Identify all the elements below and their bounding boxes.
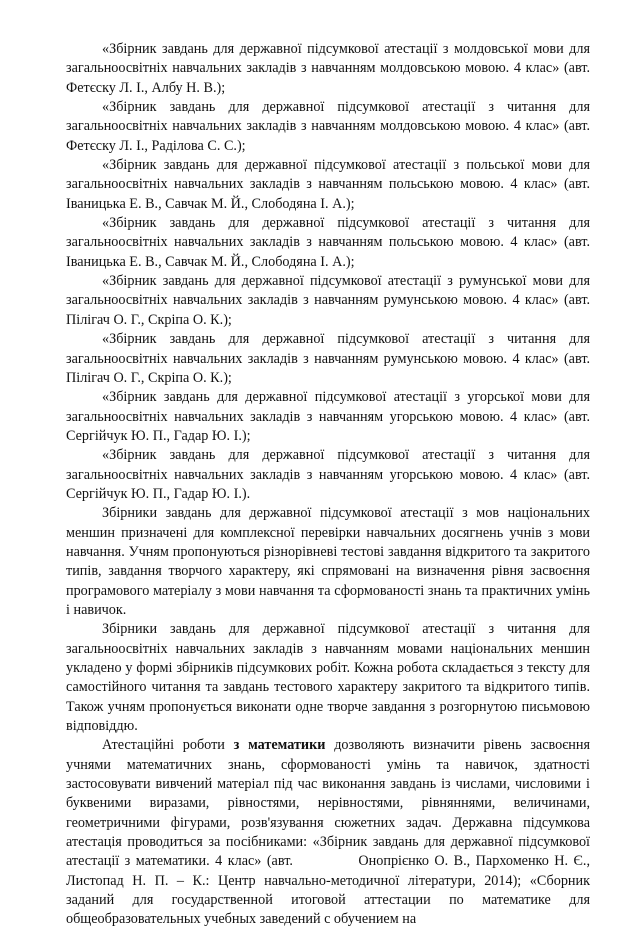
paragraph-mathematics [66,736,590,929]
paragraph-hungarian-reading: «Збірник завдань для державної підсумкової атестації з читання для загальноосвітніх навчальних закладів з навчанням угорською мовою. 4 клас» (авт. Сергійчук Ю. П., Гадар Ю. І.). [66,447,590,502]
paragraph-moldovan-language: «Збірник завдань для державної підсумкової атестації з молдовської мови для загальноосвітніх навчальних закладів з навчанням молдовською мовою. 4 клас» (авт. Фетєску Л. І., Албу Н. В.); [66,41,590,96]
math-body-text: дозволяють визначити рівень засвоєння учнями математичних знань, сформованості умінь та навичок, здатності застосовувати вивчений матеріал під час виконання завдань із числами, числовими і буквеними виразами, рівностями, нерівностями, рівняннями, величинами, геометричними фігурами, розв'язування сюжетних задач. Державна підсумкова атестація проводиться за посібниками: «Збірник завдань для державної підсумкової атестації з математики. 4 клас» (авт. Онопрієнко О. В., Пархоменко Н. Є., Листопад Н. П. – К.: Центр навчально-методичної літератури, 2014); «Сборник заданий для государственной итоговой аттестации по математике для общеобразовательных учебных заведений с обучением на [66,737,591,928]
math-subject-bold: з математики [233,737,326,754]
math-intro-text: Атестаційні роботи [102,737,234,754]
document-body [66,40,590,930]
paragraph-polish-language: «Збірник завдань для державної підсумкової атестації з польської мови для загальноосвітніх навчальних закладів з навчанням польською мовою. 4 клас» (авт. Іваницька Е. В., Савчак М. Й., Слободяна І. А.); [66,157,590,212]
paragraph-polish-reading: «Збірник завдань для державної підсумкової атестації з читання для загальноосвітніх навчальних закладів з навчанням польською мовою. 4 клас» (авт. Іваницька Е. В., Савчак М. Й., Слободяна І. А.); [66,215,590,270]
paragraph-minority-language-collections: Збірники завдань для державної підсумкової атестації з мов національних меншин призначені для комплексної перевірки навчальних досягнень учнів з мови навчання. Учням пропонуються різнорівневі тестові завдання відкритого та закритого типів, завдання творчого характеру, які спрямовані на визначення рівня засвоєння програмового матеріалу з мови навчання та сформованості знань та практичних умінь і навичок. [66,505,590,618]
paragraph-romanian-language: «Збірник завдань для державної підсумкової атестації з румунської мови для загальноосвітніх навчальних закладів з навчанням румунською мовою. 4 клас» (авт. Пілігач О. Г., Скріпа О. К.); [66,273,590,328]
paragraph-minority-reading-collections: Збірники завдань для державної підсумкової атестації з читання для загальноосвітніх навчальних закладів з навчанням мовами національних меншин укладено у формі збірників підсумкових робіт. Кожна робота складається з тексту для самостійного читання та завдань тестового характеру закритого та відкритого типів. Також учням пропонується виконати одне творче завдання з розгорнутою письмовою відповіддю. [66,621,590,735]
paragraph-romanian-reading: «Збірник завдань для державної підсумкової атестації з читання для загальноосвітніх навчальних закладів з навчанням румунською мовою. 4 клас» (авт. Пілігач О. Г., Скріпа О. К.); [66,331,590,386]
paragraph-moldovan-reading: «Збірник завдань для державної підсумкової атестації з читання для загальноосвітніх навчальних закладів з навчанням молдовською мовою. 4 клас» (авт. Фетєску Л. І., Раділова С. С.); [66,99,590,154]
paragraph-hungarian-language: «Збірник завдань для державної підсумкової атестації з угорської мови для загальноосвітніх навчальних закладів з навчанням угорською мовою. 4 клас» (авт. Сергійчук Ю. П., Гадар Ю. І.); [66,389,590,444]
